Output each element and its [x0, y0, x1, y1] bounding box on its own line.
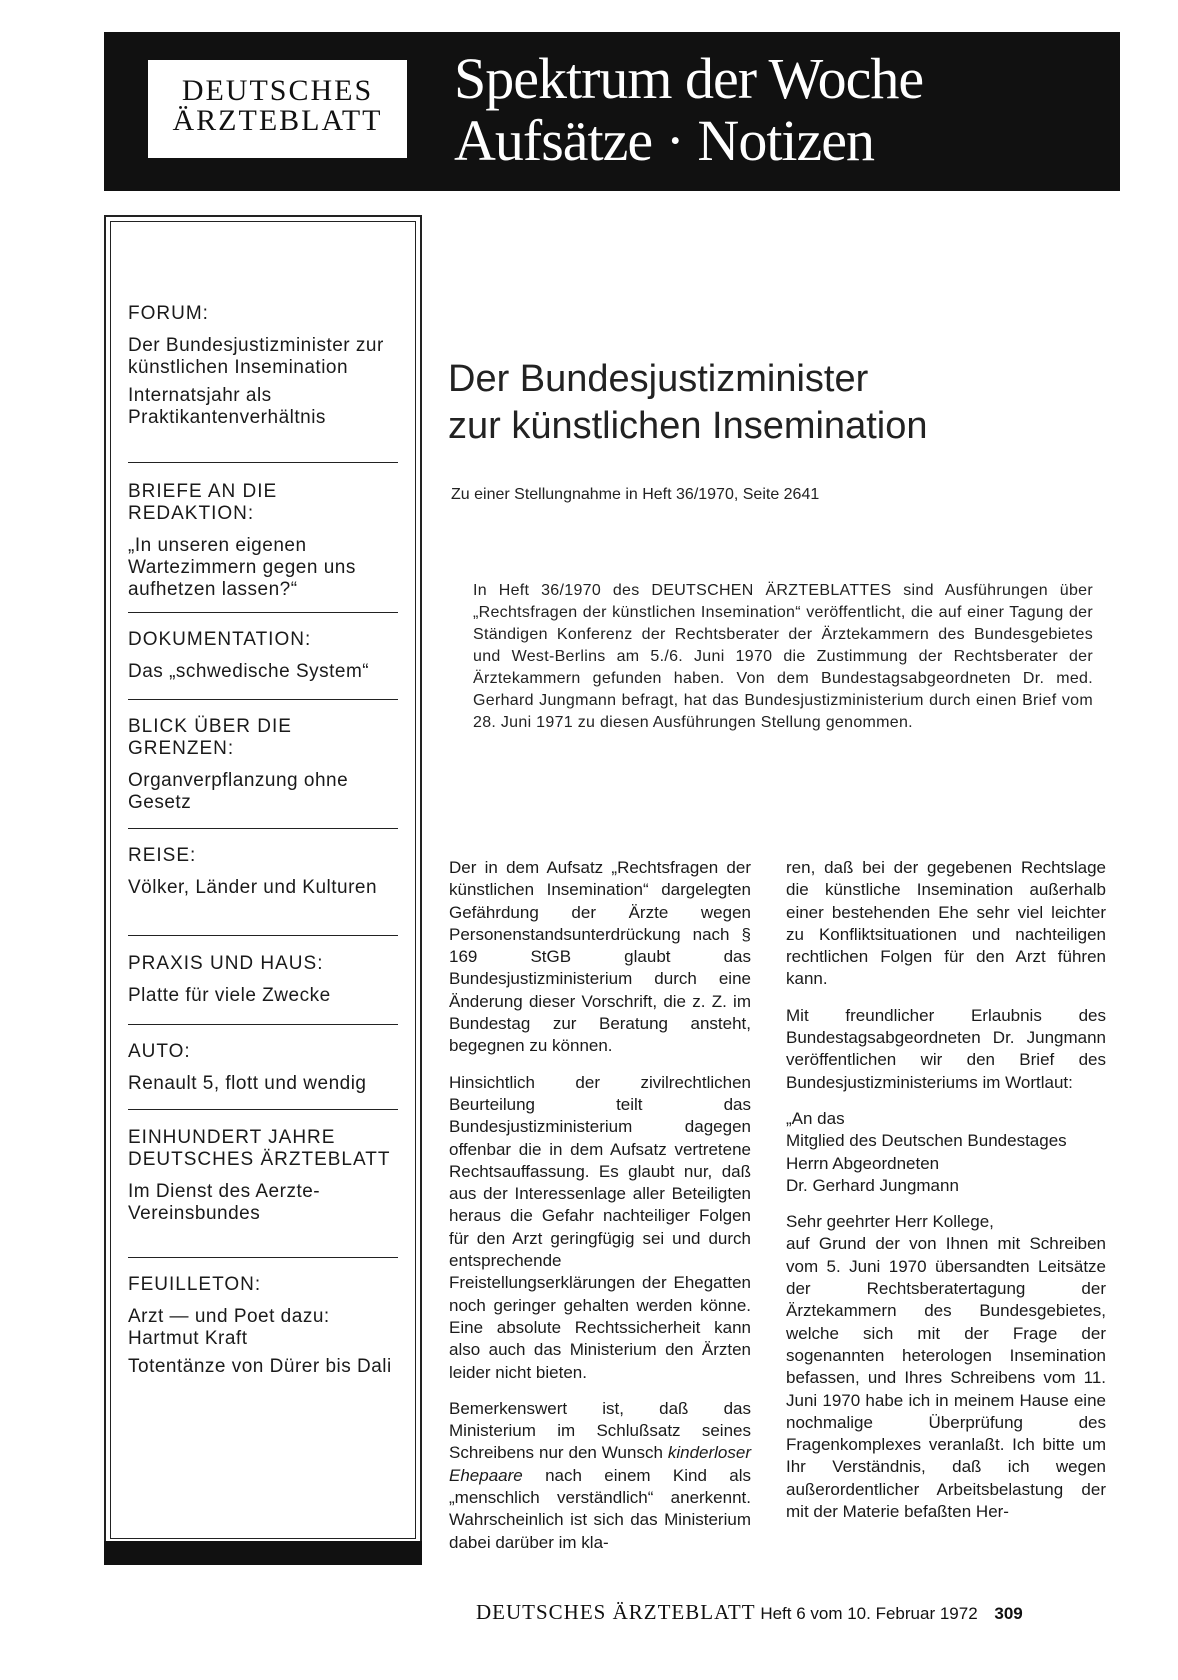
toc-item[interactable]: Organverpflanzung ohne Gesetz	[128, 770, 349, 813]
footer-brand: DEUTSCHES ÄRZTEBLATT	[476, 1600, 756, 1624]
toc-item[interactable]: Arzt — und Poet dazu: Hartmut Kraft	[128, 1306, 330, 1349]
toc-item[interactable]: Im Dienst des Aerzte-Vereinsbundes	[128, 1181, 321, 1224]
sidebar-bottom-bar	[104, 1541, 422, 1565]
masthead	[104, 32, 1120, 191]
article-intro: In Heft 36/1970 des DEUTSCHEN ÄRZTEBLATTES sind Ausführungen über „Rechtsfragen der künstlichen Insemination“ veröffentlicht, die auf einer Tagung der Ständigen Konferenz der Rechtsberater der Ärztekammern des Bundesgebietes und West-Berlins am 5./6. Juni 1970 die Zustimmung der Rechtsberater der Ärztekammern gefunden haben. Von dem Bundestagsabgeordneten Dr. med. Gerhard Jungmann befragt, hat das Bundesjustizministerium durch einen Brief vom 28. Juni 1971 zu diesen Ausführungen Stellung genommen.	[473, 582, 1093, 731]
section-title	[454, 48, 923, 172]
toc-divider	[128, 1024, 398, 1025]
toc-item[interactable]: Totentänze von Dürer bis Dali	[128, 1356, 392, 1377]
toc-item[interactable]: Der Bundesjustizminister zur künstlichen Insemination	[128, 335, 384, 378]
paragraph: ren, daß bei der gegebenen Rechtslage die künstliche Insemination außerhalb einer bestehenden Ehe sehr viel leichter zu Konfliktsituationen und nachteiligen rechtlichen Folgen für den Arzt führen kann.	[786, 858, 1106, 989]
paragraph: Der in dem Aufsatz „Rechtsfragen der künstlichen Insemination“ dargelegten Gefährdung der Ärzte wegen Personenstandsunterdrückung nach § 169 StGB glaubt das Bundesjustizministerium durch eine Änderung dieser Vorschrift, die z. Z. im Bundestag zur Beratung ansteht, begegnen zu können.	[449, 858, 751, 1056]
toc-divider	[128, 935, 398, 936]
letter-salutation: Sehr geehrter Herr Kollege,	[786, 1212, 994, 1232]
letter-text	[786, 1211, 1106, 1523]
article-title-line-2: zur künstlichen Insemination	[448, 405, 928, 447]
section-title-line-2: Aufsätze · Notizen	[454, 108, 875, 173]
address-line: Dr. Gerhard Jungmann	[786, 1175, 959, 1195]
paragraph-text: nach einem Kind als „menschlich verständlich“ anerkennt. Wahrscheinlich ist sich das Ministerium dabei darüber im kla-	[449, 1465, 751, 1552]
toc-divider	[128, 1257, 398, 1258]
page-number: 309	[994, 1604, 1023, 1623]
toc-section-auto	[128, 1041, 398, 1095]
logo-line-1: DEUTSCHES	[181, 74, 374, 107]
paragraph: Mit freundlicher Erlaubnis des Bundestagsabgeordneten Dr. Jungmann veröffentlichen wir den Brief des Bundesjustizministeriums im Wortlaut:	[786, 1005, 1106, 1092]
toc-divider	[128, 462, 398, 463]
toc-item[interactable]: „In unseren eigenen Wartezimmern gegen uns aufhetzen lassen?“	[128, 535, 356, 600]
toc-heading: AUTO:	[128, 1041, 191, 1062]
paragraph: Hinsichtlich der zivilrechtlichen Beurteilung teilt das Bundesjustizministerium dagegen offenbar die in dem Aufsatz vertretene Rechtsauffassung. Es glaubt nur, daß aus der Interessenlage aller Beteiligten heraus die Gefahr nachteiliger Folgen für den Arzt geringfügig sei und durch entsprechende Freistellungserklärungen der Ehegatten noch geringer gehalten werden könne. Eine absolute Rechtssicherheit kann also auch das Ministerium den Ärzten leider nicht bieten.	[449, 1072, 751, 1382]
text-column-right	[786, 857, 1106, 1537]
article-title	[448, 356, 927, 450]
toc-section-forum	[128, 303, 398, 429]
paragraph-text: Bemerkenswert ist, daß das Ministerium im Schlußsatz seines Schreibens nur den Wunsch	[449, 1398, 751, 1463]
paragraph	[449, 1398, 751, 1554]
toc-item[interactable]: Internatsjahr als Praktikantenverhältnis	[128, 385, 326, 428]
toc-divider	[128, 612, 398, 613]
toc-heading: FORUM:	[128, 303, 209, 324]
article-subtitle: Zu einer Stellungnahme in Heft 36/1970, Seite 2641	[451, 486, 820, 503]
article-title-line-1: Der Bundesjustizminister	[448, 358, 869, 400]
toc-divider	[128, 699, 398, 700]
letter-address	[786, 1108, 1106, 1197]
toc-heading: EINHUNDERT JAHRE DEUTSCHES ÄRZTEBLATT	[128, 1127, 391, 1170]
toc-heading: FEUILLETON:	[128, 1274, 262, 1295]
toc-heading: REISE:	[128, 845, 197, 866]
toc-heading: DOKUMENTATION:	[128, 629, 312, 650]
toc-heading: BLICK ÜBER DIE GRENZEN:	[128, 716, 292, 759]
toc-heading: BRIEFE AN DIE REDAKTION:	[128, 481, 278, 524]
toc-item[interactable]: Das „schwedische System“	[128, 661, 370, 682]
toc-section-einhundert	[128, 1127, 398, 1225]
toc-section-praxis	[128, 953, 398, 1007]
toc-section-reise	[128, 845, 398, 899]
toc-divider	[128, 828, 398, 829]
journal-logo	[148, 60, 407, 158]
toc-section-dokumentation	[128, 629, 398, 683]
toc-heading: PRAXIS UND HAUS:	[128, 953, 324, 974]
contents-sidebar	[104, 215, 422, 1565]
toc-section-briefe	[128, 481, 398, 601]
footer-issue: Heft 6 vom 10. Februar 1972	[760, 1604, 978, 1623]
toc-section-feuilleton	[128, 1274, 398, 1378]
toc-item[interactable]: Völker, Länder und Kulturen	[128, 877, 378, 898]
logo-line-2: ÄRZTEBLATT	[172, 104, 383, 137]
toc-item[interactable]: Platte für viele Zwecke	[128, 985, 331, 1006]
letter-body: auf Grund der von Ihnen mit Schreiben vom 5. Juni 1970 übersandten Leitsätze der Rechtsberatertagung der Ärztekammern des Bundesgebietes, welche sich mit der Frage der sogenannten heterologen Insemination befassen, und Ihres Schreibens vom 11. Juni 1970 habe ich in meinem Hause eine nochmalige Überprüfung des Fragenkomplexes veranlaßt. Ich bitte um Ihr Verständnis, daß ich wegen außerordentlicher Arbeitsbelastung der mit der Materie befaßten Her-	[786, 1234, 1106, 1522]
address-line: Mitglied des Deutschen Bundestages Herrn Abgeordneten	[786, 1131, 1067, 1173]
section-title-line-1: Spektrum der Woche	[454, 46, 924, 111]
toc-section-blick	[128, 716, 398, 814]
page-footer	[476, 1600, 1106, 1625]
toc-item[interactable]: Renault 5, flott und wendig	[128, 1073, 367, 1094]
text-column-left	[449, 857, 751, 1568]
toc-divider	[128, 1109, 398, 1110]
address-line: „An das	[786, 1108, 845, 1128]
emphasized-text: kinderloser Ehepaare	[449, 1443, 751, 1485]
